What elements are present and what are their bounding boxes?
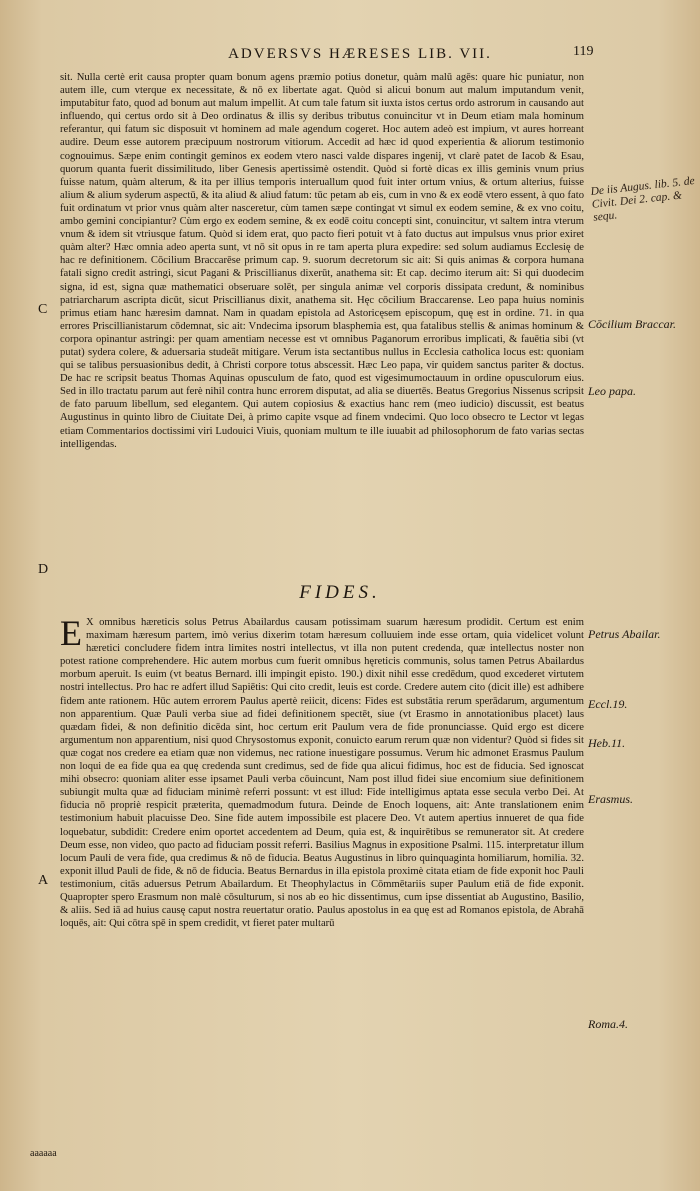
section-heading: FIDES. xyxy=(299,582,381,603)
margin-note-concilium: Cōcilium Braccar. xyxy=(588,317,676,331)
text-block-fate xyxy=(60,71,584,581)
margin-note-leo: Leo papa. xyxy=(588,384,636,398)
margin-note-erasmus: Erasmus. xyxy=(588,792,634,806)
margin-note-roma: Roma.4. xyxy=(588,1017,628,1031)
margin-note-petrus: Petrus Abailar. xyxy=(588,627,661,641)
page-number: 119 xyxy=(573,44,594,59)
margin-note-heb: Heb.11. xyxy=(588,736,626,750)
section-letter-d: D xyxy=(38,562,49,577)
running-title: ADVERSVS HÆRESES LIB. VII. xyxy=(228,46,492,62)
paragraph-fate: sit. Nulla certè erit causa propter quam bonum agens præmio potius donetur, quàm malū agēs: quare hic puniatur, non autem ille, cum vterque ex necessitate, & nō ex libertate agat. Quòd si alicui bonum aut malum imputandum venit, imputabitur fato, quod ad bonum aut malum impellit. At cum tale fatum sit iuxta istos certus ordo astrorum in causando aut influendo, qui certus ordo sit à Deo ordinatus & illis sy deribus tributus conuincitur vt in Deum etiam mala hominum referantur, qui fatum sic disposuit vt hominem ad male agendum cogeret. Hoc autem adeò est impium, vt aures horreant audire. Deum esse autorem præcipuum nostrorum vitiorum. Accedit ad hæc id quod experientia & aliorum testimonio cognouimus. Sæpe enim contingit geminos ex eodem vtero nasci valde dispares ingenij, vt clarè patet de Iacob & Esau, quorum quanta fuerit dissimilitudo, liber Genesis apertissimè ostendit. Quòd si fortè dicas ex illis geminis vnum prius fuisse natum, quàm alterum, & ita per illius temporis interuallum quod fuit inter ortum vnius, & ortum alterius, fuisse alium & alium syderum aspectū, & ita aliud & aliud fatum: tūc petam ab eis, cum in vno & ex eodē vtero essent, à quo fato fuit ordinatum vt prior vnus quàm alter nasceretur, cùm tamen sæpe contingat vt simul ex eodem semine, & ex vno coitu, ambo gemini concipiantur? Cùm ergo ex eodem semine, & ex eodē coitu concepti sint, conuincitur, vt saltem intra vterum vnum & idem sit vtriusque fatum. Quòd si idem erat, quo pacto fieri potuit vt à fato ductus aut impulsus vnus prior exiret quàm alter? Hæc omnia adeo aperta sunt, vt nō sit opus in re tam aperta plura expedire: sed solum audiamus Ecclesię de hac re definitionem. Cōcilium Braccarēse primum cap. 9. suorum decretorum sic ait: Si quis animas & corpora humana fatali signo credit astringi, sicut Pagani & Priscillianus dixerūt, anathema sit: Et cap. decimo iterum ait: Si qui duodecim signa, id est, signa quæ mathematici obseruare solēt, per singula animæ vel corporis dissipata credunt, & nominibus patriarcharum ascripta dicūt, sicut Priscillianus dixit, anathema sit. Hęc cōcilium Braccarense. Leo papa huius nominis primus etiam hanc hæresim damnat. Nam in quadam epistola ad Astoricęsem episcopum, quę est in ordine. 71. in qua errores Priscillianistarum cōdemnat, sic ait: Vndecima ipsorum blasphemia est, qua fatalibus stellis & animas hominum & corpora opinantur astringi: per quam amentiam necesse est vt omnibus Paganorum erroribus implicati, & fauētia sibi (vt putat) sydera colere, & aduersaria studeāt mitigare. Verum ista sectantibus nullus in Ecclesia catholica locus est: quoniam qui se talibus persuasionibus dedit, à Christi corpore totus abscessit. Hæc Leo papa, vir quidem sanctus pariter & doctus. De hac re scripsit beatus Thomas Aquinas opusculum de fato, quod est vigesimumoctauum in ordine opusculorum eius. Sed in illo tractatu parum aut ferè nihil contra hunc errorem disputat, ad alia se diuertēs. Beatus Gregorius Nissenus scripsit de fato paruum libellum, sed elegantem. Qui autem copiosius & exactius hanc rem (meo iudicio) discussit, est beatus Augustinus in quinto libro de Ciuitate Dei, à primo capite vsque ad finem vndecimi. Quo loco obsecro te Lector vt legas etiam Commentarios doctissimi viri Ludouici Viuis, quoniam multum te ille iuuabit ad philosophorum de fato varias sectas intelligendas. xyxy=(60,72,584,450)
section-letter-a: A xyxy=(38,873,49,888)
handwritten-annotation: De iis Augus. lib. 5. de Civit. Dei 2. cap. & sequ. xyxy=(590,175,696,224)
margin-note-eccl: Eccl.19. xyxy=(588,697,628,711)
section-letter-c: C xyxy=(38,302,48,317)
text-block-fides xyxy=(60,616,584,1136)
signature-mark: aaaaaa xyxy=(30,1148,57,1159)
drop-cap: E xyxy=(60,616,82,653)
paragraph-fides: X omnibus hæreticis solus Petrus Abailardus causam potissimam suarum hæresum prodidit. Certum est enim maximam hæresum partem, imò verius dixerim totam hæresum colluuiem inde esse ortam, quia videlicet volunt hæretici concludere fidem intra limites nostri intellectus, vt illa non putent credenda, quæ intellectus noster non potest ratione comprehendere. Hic autem morbus cum fuerit omnibus hęreticis communis, solus tamen Petrus Abailardus morbum aperuit. Is euim (vt beatus Bernard. illi impingit episto. 190.) dixit nihil esse credēdum, quod excederet virtutem nostri intellectus. Pro hac re adfert illud Sapiētis: Qui cito credit, leuis est corde. Credere autem cito (dicit ille) est adhibere fidem ante rationem. Hūc autem errorem Paulus apertè reiicit, dicens: Fides est substātia rerum sperādarum, argumentum non apparentium. Quæ Pauli verba siue ad fidei definitionem spectēt, siue (vt Erasmo in annotationibus placet) laus quædam fidei, & non definitio dicēda sint, hoc certum erit Paulum vera de fide pronunciasse. Quid ergo est dicere argumentum non apparentium, nisi quod Chrysostomus exponit, conuicto earum rerum quæ non videntur? Quòd si fides sit quæ cogat nos credere ea etiam quæ non videmus, nec ratione inuestigare possumus. Verum hic admonet Erasmus Paulum non loqui de ea fide qua ea quę credenda sunt credimus, sed de fide qua alicui fidimus, hoc est de fiducia. Sed ignoscat mihi obsecro: quoniam aliter esse ipsamet Pauli verba cōuincunt, Nam post illud fidei siue encomium siue definitionem subiungit multa quæ ad fiduciam minimè referri possunt: vt est illud: Fide intelligimus aptata esse secula verbo Dei. At fiducia nō propriè respicit præterita, quemadmodum futura. Deinde de Enoch loquens, ait: Ante translationem enim testimonium habuit placuisse Deo. Sine fide autem impossibile est placere Deo. Vt autem apertius innueret de qua fide loquebatur, subdidit: Credere enim oportet accedentem ad Deum, quia est, & inquirētibus se remunerator sit. At credere Deum esse, non video, quo pacto ad fiduciam possit referri. Basilius Magnus in expositione Psalmi. 115. interpretatur illum locum Pauli de vera fide, qua credimus & nō de fiducia. Beatus Augustinus in libro quinquaginta homiliarum, homilia. 32. exponit illud Pauli de fide, & nō de fiducia. Beatus Bernardus in illa epistola proximè citata etiam de fide exponit hoc Pauli testimonium, citās aduersus Petrum Abailardum. Et Theophylactus in Cōmmētariis super Paulum etiā de fide exponit. Quapropter spero Erasmum non malè cōsulturum, si nos ab eo hic dissentimus, cum ipse dissentiat ab Augustino, Basilio, & aliis. Sed iā ad huius causę caput nostra reuertatur oratio. Paulus apostolus in ea quę est ad Romanos epistola, de Abrahā loquēs, ait: Qui cōtra spē in spem credidit, vt fieret pater multarū xyxy=(60,617,584,930)
